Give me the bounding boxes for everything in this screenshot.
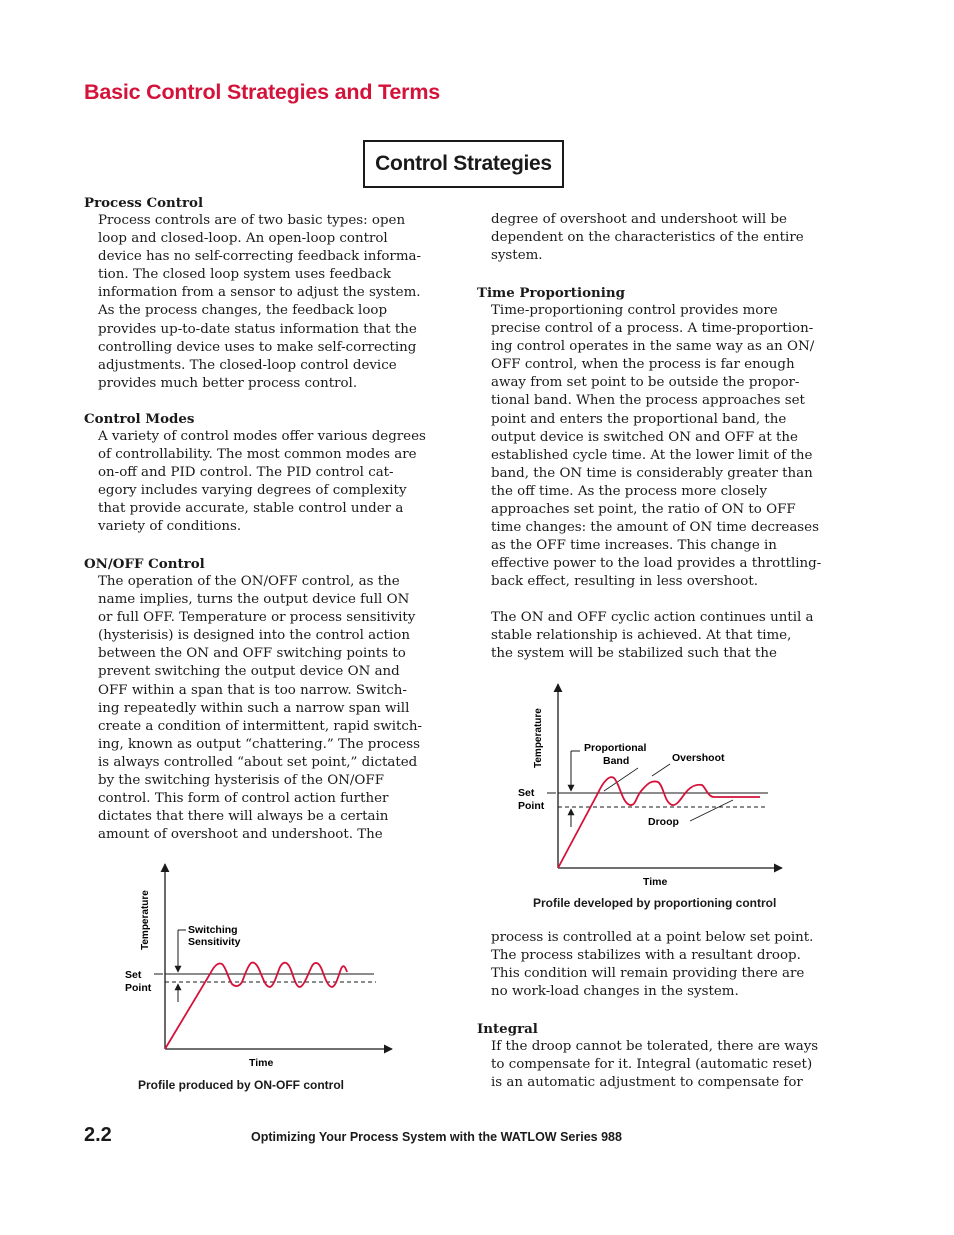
text-line: is always controlled “about set point,” dictated [98, 754, 418, 770]
set-point-label-1: Set [125, 969, 142, 981]
text-line: or full OFF. Temperature or process sensitivity [98, 610, 416, 626]
process-curve [165, 963, 347, 1049]
text-line: The operation of the ON/OFF control, as the [98, 574, 400, 589]
text-line: If the droop cannot be tolerated, there are ways [491, 1039, 819, 1054]
text-line: Time-proportioning control provides more [491, 303, 778, 318]
text-line: Process controls are of two basic types: open [98, 213, 406, 228]
page-number: 2.2 [84, 1124, 112, 1146]
proportioning-figure-caption: Profile developed by proportioning control [533, 896, 777, 910]
droop-leader-line [690, 800, 733, 821]
text-line: A variety of control modes offer various degrees [98, 429, 426, 444]
text-line: the off time. As the process more closely [491, 483, 768, 499]
text-line: egory includes varying degrees of complexity [98, 483, 407, 499]
process-control-heading: Process Control [84, 195, 204, 211]
proportioning-profile-figure [500, 680, 800, 895]
text-line: that provide accurate, stable control under a [98, 501, 404, 517]
text-line: ing repeatedly within such a narrow span will [98, 700, 410, 716]
text-line: provides much better process control. [98, 375, 358, 391]
text-line: create a condition of intermittent, rapid switch- [98, 718, 423, 734]
text-line: degree of overshoot and undershoot will be [491, 212, 787, 227]
x-axis-label: Time [249, 1057, 274, 1069]
text-line: tional band. When the process approaches set [491, 393, 805, 409]
text-line: by the switching hysterisis of the ON/OFF [98, 773, 384, 789]
text-line: established cycle time. At the lower limit of the [491, 447, 813, 463]
set-point-label-2: Point [518, 800, 545, 812]
text-line: process is controlled at a point below set point. [491, 930, 814, 945]
text-line: the system will be stabilized such that the [491, 646, 777, 662]
text-line: The ON and OFF cyclic action continues until a [491, 610, 814, 625]
integral-heading: Integral [477, 1021, 538, 1037]
text-line: (hysterisis) is designed into the control action [98, 628, 410, 644]
process-control-text [98, 212, 453, 393]
text-line: controlling device uses to make self-correcting [98, 339, 417, 355]
text-line: between the ON and OFF switching points to [98, 646, 406, 662]
band-label-1: Proportional [584, 742, 647, 754]
time-proportioning-heading: Time Proportioning [477, 285, 625, 301]
band-leader-line [604, 768, 638, 791]
control-modes-text [98, 428, 453, 537]
text-line: prevent switching the output device ON and [98, 664, 400, 680]
text-line: output device is switched ON and OFF at the [491, 429, 798, 445]
text-line: no work-load changes in the system. [491, 984, 739, 1000]
droop-label: Droop [648, 816, 679, 828]
onoff-figure-caption: Profile produced by ON-OFF control [138, 1078, 345, 1092]
section-title: Basic Control Strategies and Terms [84, 80, 441, 104]
overshoot-label: Overshoot [672, 752, 725, 764]
text-line: OFF within a span that is too narrow. Switch- [98, 682, 407, 698]
cyclic-action-text [491, 609, 846, 663]
text-line: system. [491, 248, 543, 264]
text-line: dictates that there will always be a certain [98, 809, 389, 825]
text-line: point and enters the proportional band, the [491, 411, 787, 427]
text-line: amount of overshoot and undershoot. The [98, 827, 383, 843]
onoff-profile-figure [110, 860, 400, 1075]
text-line: control. This form of control action further [98, 791, 389, 807]
time-proportioning-text [491, 302, 846, 592]
text-line: name implies, turns the output device full ON [98, 592, 410, 608]
text-line: The process stabilizes with a resultant droop. [491, 948, 801, 964]
text-line: effective power to the load provides a throttling- [491, 556, 822, 572]
text-line: adjustments. The closed-loop control device [98, 357, 397, 373]
text-line: tion. The closed loop system uses feedback [98, 267, 391, 283]
switching-label-1: Switching [188, 924, 238, 936]
text-line: as the OFF time increases. This change in [491, 538, 777, 554]
text-line: is an automatic adjustment to compensate for [491, 1075, 803, 1091]
control-modes-heading: Control Modes [84, 411, 195, 427]
y-axis-label: Temperature [140, 890, 151, 950]
text-line: device has no self-correcting feedback informa- [98, 249, 422, 265]
text-line: of controllability. The most common modes are [98, 447, 417, 463]
text-line: variety of conditions. [98, 519, 242, 535]
control-strategies-title: Control Strategies [363, 140, 564, 188]
y-axis-label: Temperature [533, 708, 544, 768]
text-line: This condition will remain providing there are [491, 966, 805, 982]
text-line: ing control operates in the same way as an ON/ [491, 339, 815, 355]
text-line: to compensate for it. Integral (automatic reset) [491, 1057, 813, 1073]
x-axis-label: Time [643, 876, 668, 888]
text-line: provides up-to-date status information that the [98, 321, 417, 337]
text-line: OFF control, when the process is far enough [491, 357, 795, 373]
after-figure-text [491, 929, 846, 1001]
text-line: As the process changes, the feedback loop [98, 303, 388, 319]
onoff-control-heading: ON/OFF Control [84, 556, 205, 572]
text-line: ing, known as output “chattering.” The process [98, 736, 420, 752]
text-line: time changes: the amount of ON time decreases [491, 520, 819, 536]
text-line: dependent on the characteristics of the entire [491, 230, 804, 246]
band-label-2: Band [603, 755, 630, 767]
integral-text [491, 1038, 846, 1092]
text-line: information from a sensor to adjust the system. [98, 285, 421, 301]
onoff-control-text [98, 573, 453, 844]
set-point-label-1: Set [518, 787, 535, 799]
text-line: back effect, resulting in less overshoot. [491, 574, 758, 590]
overshoot-leader-line [652, 764, 670, 776]
text-line: precise control of a process. A time-proportion- [491, 321, 814, 337]
text-line: stable relationship is achieved. At that time, [491, 628, 792, 644]
text-line: away from set point to be outside the propor- [491, 375, 800, 391]
footer-title: Optimizing Your Process System with the WATLOW Series 988 [251, 1130, 622, 1144]
text-line: approaches set point, the ratio of ON to OFF [491, 502, 796, 518]
switching-label-2: Sensitivity [188, 936, 241, 948]
text-line: on-off and PID control. The PID control cat- [98, 465, 394, 481]
text-line: band, the ON time is considerably greater than [491, 465, 813, 481]
set-point-label-2: Point [125, 982, 152, 994]
continuation-text [491, 211, 846, 265]
text-line: loop and closed-loop. An open-loop control [98, 231, 388, 247]
